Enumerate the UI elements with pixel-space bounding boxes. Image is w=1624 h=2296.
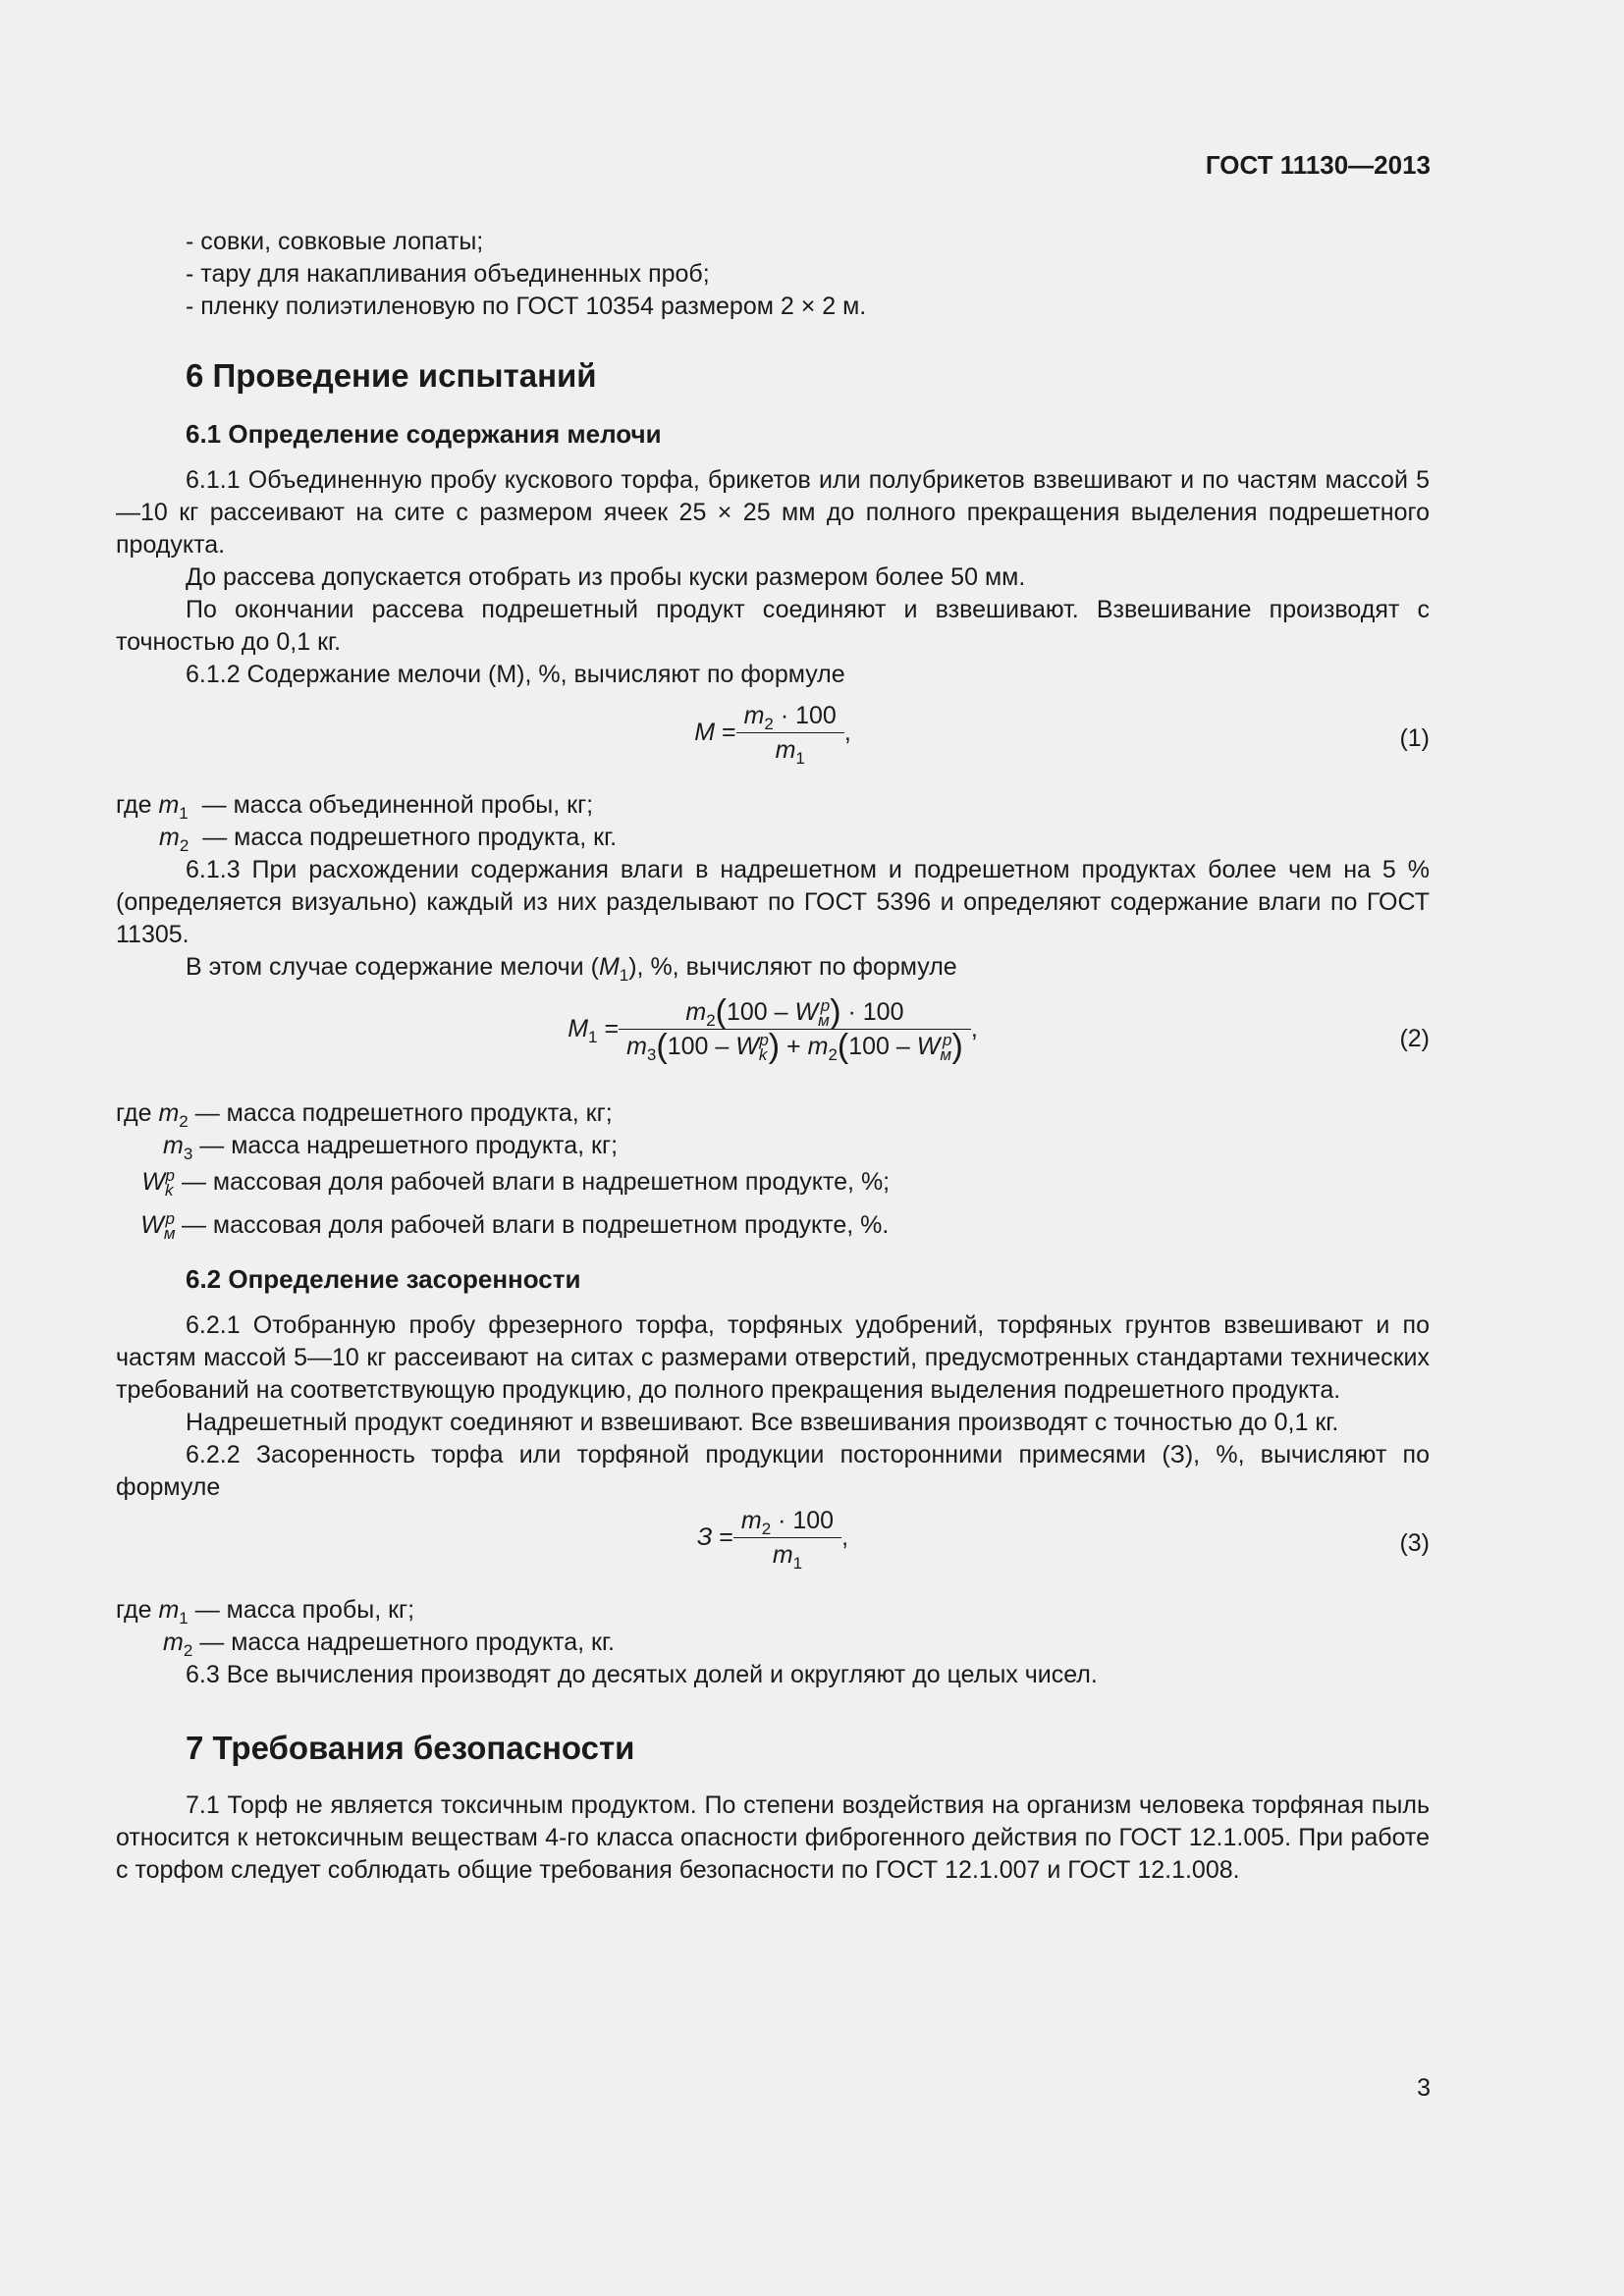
subsection-6-2-title: 6.2 Определение засоренности (186, 1264, 581, 1294)
intro-list (116, 226, 1430, 323)
paragraph-6-2-1: 6.2.1 Отобранную пробу фрезерного торфа, торфяных удобрений, торфяных грунтов взвешивают и по частям массой 5—10 кг рассеивают на ситах с размерами отверстий, предусмотренных стандартами технических требований на соответствующую продукцию, до полного прекращения выделения подрешетного продукта. (116, 1311, 1430, 1404)
formula-3 (116, 1504, 1430, 1586)
list-item: - совки, совковые лопаты; (186, 228, 484, 255)
formula-1-body: M = $\frac{m_2 \cdot 100}{m_1}$ , (116, 699, 1430, 767)
where-list-3 (116, 1594, 1430, 1659)
where-list-2 (116, 1097, 1430, 1249)
where-row: $W_м^p$ — массовая доля рабочей влаги в подрешетном продукте, %. (140, 1208, 890, 1243)
section-6-title: 6 Проведение испытаний (186, 357, 597, 394)
paragraph-6-3: 6.3 Все вычисления производят до десятых долей и округляют до целых чисел. (186, 1661, 1098, 1688)
where-row: где $m_1$ — масса объединенной пробы, кг; (116, 791, 594, 823)
subsection-6-1-title: 6.1 Определение содержания мелочи (186, 419, 662, 449)
document-header: ГОСТ 11130—2013 (1205, 150, 1431, 180)
paragraph-6-1-3b: В этом случае содержание мелочи $(M_1)$, %, вычисляют по формуле (186, 953, 957, 985)
paragraph-6-1-1c: По окончании рассева подрешетный продукт соединяют и взвешивают. Взвешивание производят с точностью до 0,1 кг. (116, 596, 1430, 656)
formula-1-number: (1) (1399, 724, 1430, 752)
list-item: - тару для накапливания объединенных проб; (186, 260, 710, 288)
formula-2-body: $M_1$ = $\frac{m_2(100 - W_м^p) \cdot 100}{m_3(100 - W_k^p) + m_2(100 - W_м^p)}$ , (568, 993, 978, 1065)
section-7-title: 7 Требования безопасности (186, 1730, 635, 1766)
paragraph-6-1-1: 6.1.1 Объединенную пробу кускового торфа, брикетов или полубрикетов взвешивают и по частям массой 5—10 кг рассеивают на сите с размером ячеек 25 × 25 мм до полного прекращения выделения подрешетного продукта. (116, 466, 1430, 559)
where-row: $m_3$ — масса надрешетного продукта, кг; (163, 1132, 619, 1163)
list-item: - пленку полиэтиленовую по ГОСТ 10354 размером 2 × 2 м. (186, 293, 867, 320)
formula-2 (116, 991, 1430, 1090)
where-row: $m_2$ — масса надрешетного продукта, кг. (163, 1629, 615, 1660)
page-number: 3 (1417, 2074, 1431, 2102)
where-row: где $m_1$ — масса пробы, кг; (116, 1596, 415, 1628)
where-row: $m_2$ — масса подрешетного продукта, кг. (159, 824, 618, 855)
paragraph-6-1-2: 6.1.2 Содержание мелочи (М), %, вычисляют по формуле (186, 661, 845, 688)
paragraph-6-2-2: 6.2.2 Засоренность торфа или торфяной продукции посторонними примесями (З), %, вычисляют по формуле (116, 1441, 1430, 1501)
formula-3-body: З = $\frac{m_2 \cdot 100}{m_1}$ , (116, 1504, 1430, 1572)
where-row: $W_k^p$ — массовая доля рабочей влаги в надрешетном продукте, %; (141, 1165, 891, 1200)
paragraph-7-1: 7.1 Торф не является токсичным продуктом. По степени воздействия на организм человека торфяная пыль относится к нетоксичным веществам 4-го класса опасности фиброгенного действия по ГОСТ 12.1.005. При работе с торфом следует соблюдать общие требования безопасности по ГОСТ 12.1.007 и ГОСТ 12.1.008. (116, 1791, 1430, 1884)
formula-3-number: (3) (1399, 1529, 1430, 1557)
formula-2-number: (2) (1399, 1025, 1430, 1052)
where-row: где $m_2$ — масса подрешетного продукта, кг; (116, 1099, 613, 1131)
page-content (116, 226, 1430, 1887)
paragraph-6-2-1b: Надрешетный продукт соединяют и взвешивают. Все взвешивания производят с точностью до 0,1 кг. (186, 1409, 1339, 1436)
paragraph-6-1-1b: До рассева допускается отобрать из пробы куски размером более 50 мм. (186, 563, 1026, 591)
where-list-1 (116, 789, 1430, 854)
paragraph-6-1-3: 6.1.3 При расхождении содержания влаги в надрешетном и подрешетном продуктах более чем на 5 % (определяется визуально) каждый из них разделывают по ГОСТ 5396 и определяют содержание влаги по ГОСТ 11305. (116, 856, 1430, 948)
formula-1 (116, 699, 1430, 781)
